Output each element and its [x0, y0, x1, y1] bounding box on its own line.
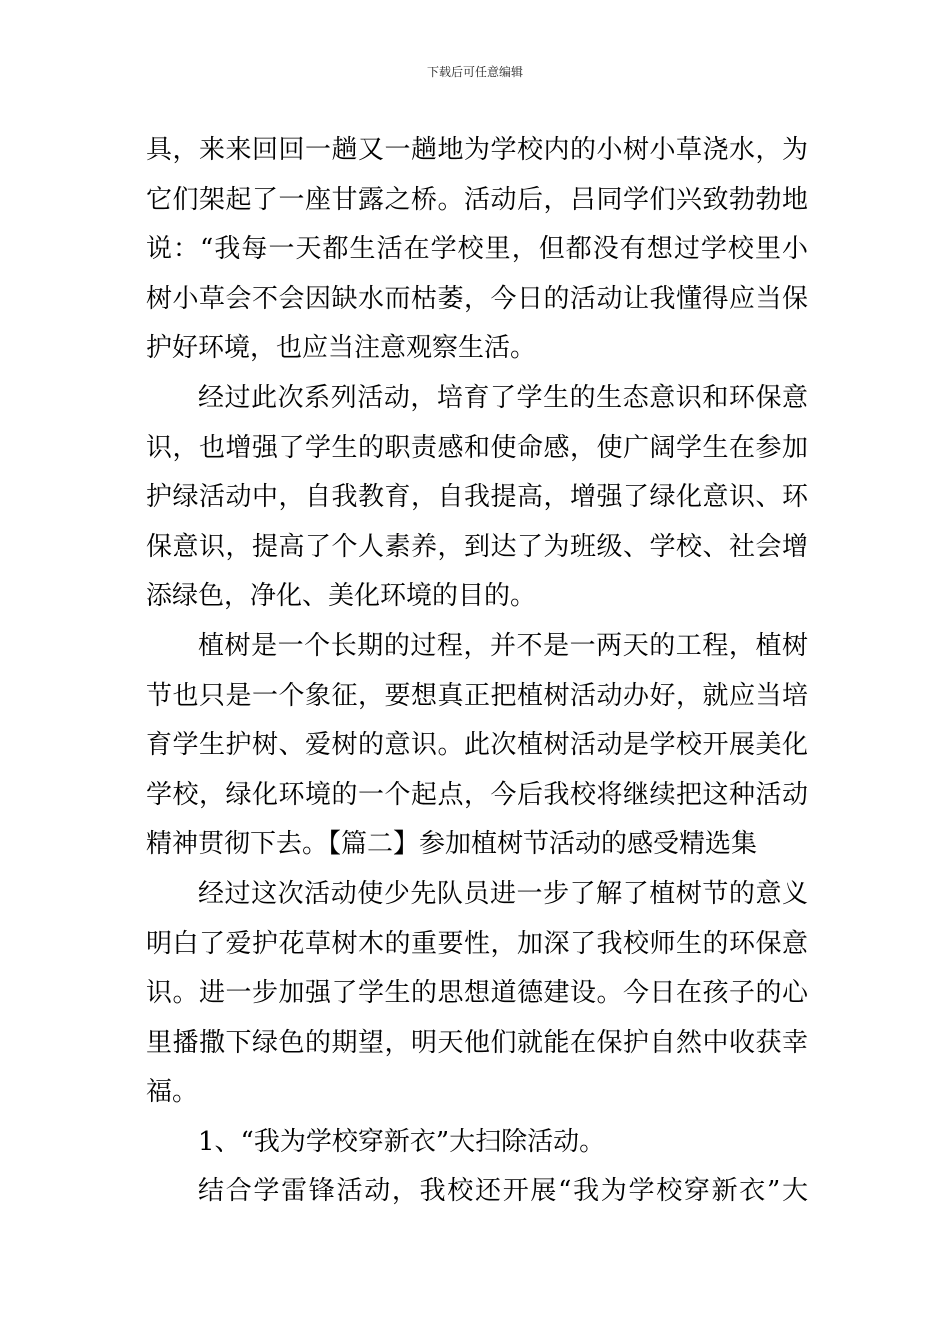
text-line: 学校，绿化环境的一个起点，今后我校将继续把这种活动 [146, 779, 808, 810]
text-line: 识。进一步加强了学生的思想道德建设。今日在孩子的心 [146, 978, 808, 1009]
text-line: 树小草会不会因缺水而枯萎，今日的活动让我懂得应当保 [146, 283, 808, 314]
text-line: 添绿色，净化、美化环境的目的。 [146, 581, 537, 612]
text-line: 说：“我每一天都生活在学校里，但都没有想过学校里小 [146, 234, 808, 265]
text-line: 精神贯彻下去。【篇二】参加植树节活动的感受精选集 [146, 829, 758, 860]
text-line: 它们架起了一座甘露之桥。活动后，吕同学们兴致勃勃地 [146, 184, 808, 215]
text-line: 保意识，提高了个人素养，到达了为班级、学校、社会增 [146, 531, 808, 562]
text-line: 明白了爱护花草树木的重要性，加深了我校师生的环保意 [146, 928, 808, 959]
page-header: 下载后可任意编辑 [426, 65, 523, 79]
text-line: 福。 [146, 1077, 199, 1108]
paragraph-first-line: 结合学雷锋活动，我校还开展“我为学校穿新衣”大 [198, 1176, 808, 1207]
paragraph-first-line: 经过此次系列活动，培育了学生的生态意识和环保意 [198, 382, 808, 413]
text-line: 护好环境，也应当注意观察生活。 [146, 333, 537, 364]
text-line: 具，来来回回一趟又一趟地为学校内的小树小草浇水，为 [146, 135, 808, 165]
text-line: 节也只是一个象征，要想真正把植树活动办好，就应当培 [146, 680, 808, 711]
text-line: 识，也增强了学生的职责感和使命感，使广阔学生在参加 [146, 432, 808, 463]
list-item-heading: 1、“我为学校穿新衣”大扫除活动。 [198, 1126, 606, 1157]
text-line: 里播撒下绿色的期望，明天他们就能在保护自然中收获幸 [146, 1027, 808, 1058]
text-line: 育学生护树、爱树的意识。此次植树活动是学校开展美化 [146, 730, 808, 761]
paragraph-first-line: 经过这次活动使少先队员进一步了解了植树节的意义 [198, 878, 808, 909]
text-line: 护绿活动中，自我教育，自我提高，增强了绿化意识、环 [146, 482, 808, 513]
document-body [146, 126, 808, 1217]
paragraph-first-line: 植树是一个长期的过程，并不是一两天的工程，植树 [198, 630, 808, 661]
